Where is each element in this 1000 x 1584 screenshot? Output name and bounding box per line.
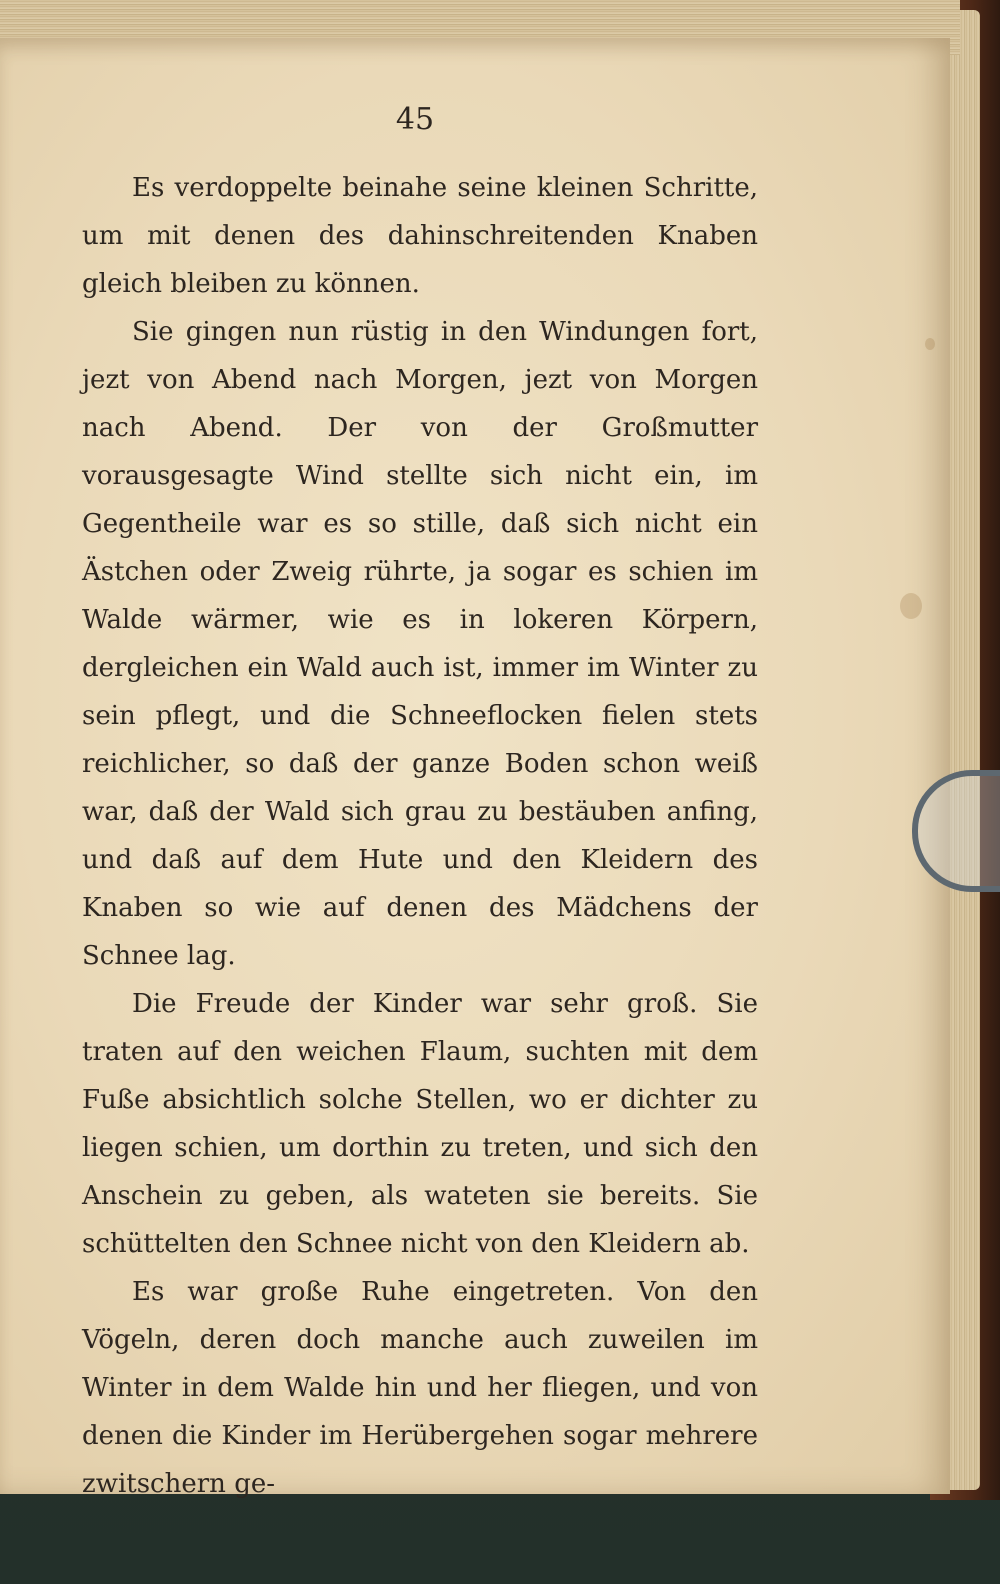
paragraph-3: Die Freude der Kinder war sehr groß. Sie traten auf den weichen Flaum, suchten mit dem Fuße absichtlich solche Stellen, wo er dichter zu liegen schien, um dorthin zu treten, und sich den Anschein zu geben, als wateten sie bereits. Sie schüttelten den Schnee nicht von den Kleidern ab. bbox=[82, 989, 758, 1259]
book-page bbox=[0, 38, 950, 1499]
page-text bbox=[82, 164, 758, 1508]
foxing-spot bbox=[925, 338, 935, 350]
paragraph-4: Es war große Ruhe eingetreten. Von den Vögeln, deren doch manche auch zuweilen im Winter in dem Walde hin und her fliegen, und von denen die Kinder im Herübergehen sogar mehrere zwitschern ge- bbox=[82, 1277, 758, 1499]
paragraph-2: Sie gingen nun rüstig in den Windungen fort, jezt von Abend nach Morgen, jezt von Morgen nach Abend. Der von der Großmutter vorausgesagte Wind stellte sich nicht ein, im Gegentheile war es so stille, daß sich nicht ein Ästchen oder Zweig rührte, ja sogar es schien im Walde wärmer, wie es in lokeren Körpern, dergleichen ein Wald auch ist, immer im Winter zu sein pflegt, und die Schneeflocken fielen stets reichlicher, so daß der ganze Boden schon weiß war, daß der Wald sich grau zu bestäuben anfing, und daß auf dem Hute und den Kleidern des Knaben so wie auf denen des Mädchens der Schnee lag. bbox=[82, 317, 758, 971]
page-number: 45 bbox=[395, 102, 435, 137]
paragraph-1: Es verdoppelte beinahe seine kleinen Schritte, um mit denen des dahinschreitenden Knaben gleich bleiben zu können. bbox=[82, 173, 758, 299]
foxing-spot bbox=[900, 593, 922, 619]
